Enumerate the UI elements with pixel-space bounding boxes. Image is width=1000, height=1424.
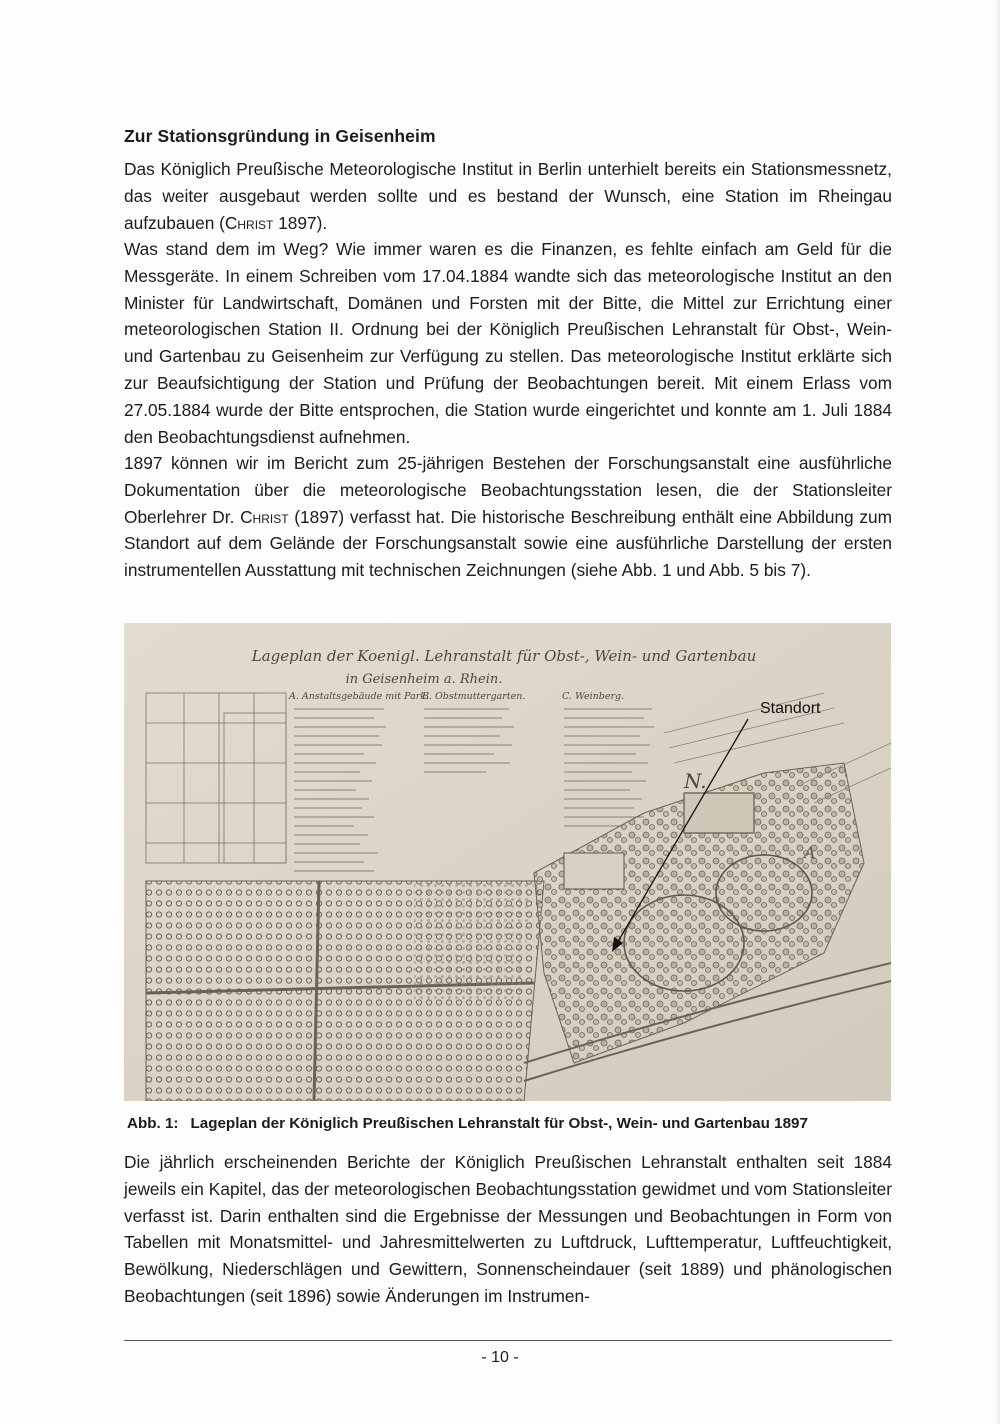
site-plan-figure	[124, 623, 891, 1101]
region-a-marker: A	[804, 843, 816, 862]
standort-label: Standort	[760, 700, 821, 717]
paragraph-4-text: Die jährlich erscheinenden Berichte der Königlich Preußischen Lehranstalt enthalten seit 1884 jeweils ein Kapitel, das der meteorologischen Beobachtungsstation gewidmet und vom Stationsleiter verfasst ist. Darin enthalten sind die Ergebnisse der Messungen und Beobachtungen in Form von Tabellen mit Monatsmittel- und Jahresmittelwerten zu Luftdruck, Lufttemperatur, Luftfeuchtigkeit, Bewölkung, Niederschlägen und Gewittern, Sonnenscheindauer (seit 1889) und phänologischen Beobachtungen (seit 1896) sowie Änderungen im Instrumen-	[124, 1152, 892, 1306]
legend-c-title: C. Weinberg.	[562, 691, 625, 702]
map-title: Lageplan der Koenigl. Lehranstalt für Obst-, Wein- und Gartenbau	[251, 647, 757, 665]
scan-edge-shadow	[994, 0, 1000, 1424]
author-name: Christ	[224, 212, 274, 233]
orchard-area	[146, 881, 544, 1101]
paragraph-2-text: Was stand dem im Weg? Wie immer waren es die Finanzen, es fehlte einfach am Geld für die Messgeräte. In einem Schreiben vom 17.04.1884 wandte sich das meteorologische Institut an den Minister für Landwirtschaft, Domänen und Forsten mit der Bitte, die Mittel zur Errichtung einer meteorologischen Station II. Ordnung bei der Königlich Preußischen Lehranstalt für Obst-, Wein- und Gartenbau zu Geisenheim zur Verfügung zu stellen. Das meteorologische Institut erklärte sich zur Beaufsichtigung der Station und Prüfung der Beobachtungen bereit. Mit einem Erlass vom 27.05.1884 wurde der Bitte entsprochen, die Station wurde eingerichtet und konnte am 1. Juli 1884 den Beobachtungsdienst aufnehmen.	[124, 239, 892, 447]
paragraph-1	[124, 156, 892, 236]
footer-divider	[124, 1340, 892, 1341]
paragraph-3	[124, 450, 892, 584]
north-mark: N.	[684, 769, 707, 793]
site-plan-map	[124, 623, 891, 1101]
legend-b-title: B. Obstmuttergarten.	[422, 691, 526, 702]
paragraph-2	[124, 236, 892, 450]
paragraph-1-end: 1897).	[273, 212, 328, 233]
paragraph-3-text: 1897 können wir im Bericht zum 25-jährigen Bestehen der Forschungsanstalt eine ausführliche Dokumentation über die meteorologische Beobachtungsstation lesen, die der Stationsleiter Oberlehrer Dr.	[124, 453, 892, 527]
caption-text: Lageplan der Königlich Preußischen Lehranstalt für Obst-, Wein- und Gartenbau 1897	[190, 1115, 808, 1132]
paragraph-3-end: (1897) verfasst hat. Die historische Beschreibung enthält eine Abbildung zum Standort auf dem Gelände der Forschungsanstalt sowie eine ausführliche Darstellung der ersten instrumentellen Ausstattung mit technischen Zeichnungen (siehe Abb. 1 und Abb. 5 bis 7).	[124, 506, 892, 581]
author-name: Christ	[240, 506, 289, 527]
map-subtitle: in Geisenheim a. Rhein.	[345, 672, 503, 687]
paragraph-1-text: Das Königlich Preußische Meteorologische Institut in Berlin unterhielt bereits ein Stationsmessnetz, das weiter ausgebaut werden sollte und es bestand der Wunsch, eine Station im Rheingau aufzubauen (	[124, 159, 892, 233]
legend-a-title: A. Anstaltsgebäude mit Park.	[289, 691, 430, 702]
figure-caption	[127, 1115, 808, 1132]
caption-label: Abb. 1:	[127, 1115, 179, 1132]
page-number: - 10 -	[481, 1349, 519, 1366]
paragraph-4	[124, 1149, 892, 1310]
section-title: Zur Stationsgründung in Geisenheim	[124, 126, 436, 146]
